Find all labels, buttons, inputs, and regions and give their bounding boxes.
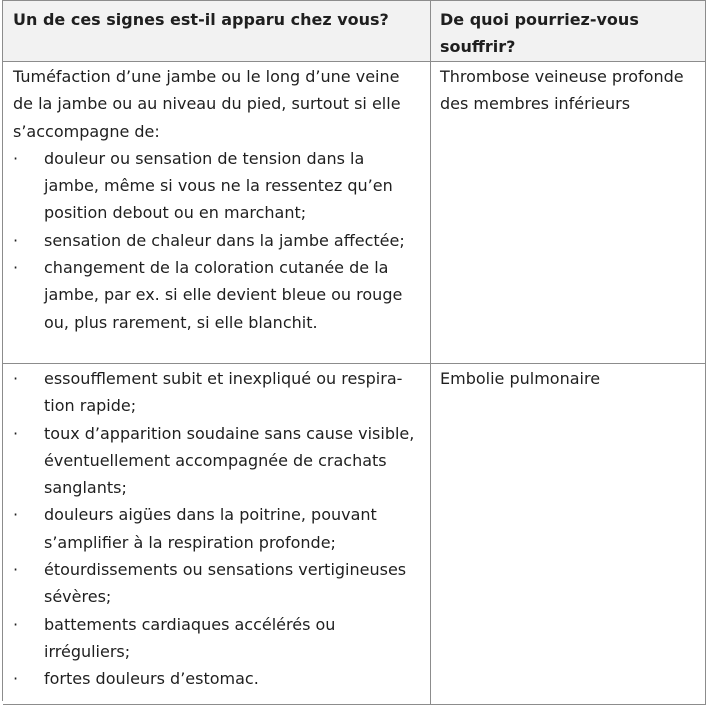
bullet-icon: · — [13, 614, 19, 634]
list-item-text: fortes douleurs d’estomac. — [44, 669, 259, 689]
condition-cell — [431, 62, 706, 363]
symptoms-cell — [3, 62, 431, 363]
list-item-text: douleur ou sensation de tension dans la jambe, même si vous ne la ressentez qu’en position debout ou en marchant; — [44, 148, 393, 223]
list-item — [13, 501, 422, 556]
list-item — [13, 365, 422, 420]
list-item-text: essoufflement subit et inexpliqué ou respiration rapide; — [44, 369, 403, 416]
list-item — [13, 556, 422, 611]
table-row — [3, 364, 706, 705]
bullet-icon: · — [13, 560, 19, 580]
symptoms-cell — [3, 364, 431, 704]
list-item-text: toux d’apparition soudaine sans cause visible, éventuellement accompagnée de crachats sanglants; — [44, 423, 415, 498]
list-item — [13, 611, 422, 666]
symptoms-intro: Tuméfaction d’une jambe ou le long d’une veine de la jambe ou au niveau du pied, surtout si elle s’accompagne de: — [13, 67, 401, 141]
bullet-icon: · — [13, 369, 19, 388]
list-item — [13, 665, 422, 692]
condition-text: Embolie pulmonaire — [440, 369, 601, 388]
list-item-text: étourdissements ou sensations vertigineuses sévères; — [44, 560, 407, 607]
list-item-text: battements cardiaques accélérés ou irréguliers; — [44, 614, 336, 661]
list-item — [13, 145, 422, 227]
bullet-icon: · — [13, 669, 19, 689]
bullet-icon: · — [13, 505, 19, 525]
table-header-row — [3, 1, 706, 62]
condition-cell — [431, 364, 706, 704]
condition-text: Thrombose veineuse profonde des membres inférieurs — [440, 67, 684, 114]
header-symptoms: Un de ces signes est-il apparu chez vous? — [3, 1, 431, 61]
list-item — [13, 420, 422, 502]
header-condition: De quoi pourriez-vous souffrir? — [431, 1, 706, 61]
bullet-icon: · — [13, 423, 19, 443]
list-item-text: sensation de chaleur dans la jambe affectée; — [44, 230, 405, 250]
list-item-text: douleurs aigües dans la poitrine, pouvant s’amplifier à la respiration profonde; — [44, 505, 377, 552]
bullet-icon: · — [13, 148, 19, 168]
table-row — [3, 62, 706, 364]
bullet-icon: · — [13, 258, 19, 278]
symptoms-table — [2, 0, 706, 701]
list-item-text: changement de la coloration cutanée de la jambe, par ex. si elle devient bleue ou rouge ou, plus rarement, si elle blanchit. — [44, 258, 403, 332]
list-item — [13, 254, 422, 336]
bullet-icon: · — [13, 230, 19, 250]
list-item — [13, 227, 422, 254]
